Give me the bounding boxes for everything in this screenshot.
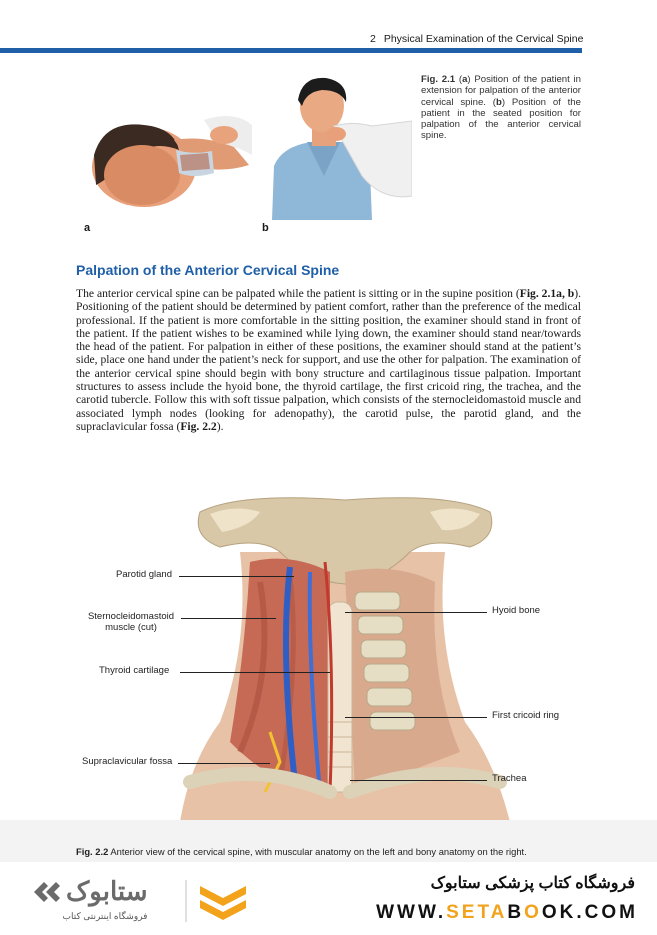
leader-line-parotid-gland: [179, 576, 294, 577]
label-trachea: Trachea: [492, 773, 527, 784]
body-paragraph: [76, 287, 581, 433]
url-part: B: [507, 902, 525, 923]
figure-reference: Fig. 2.2: [180, 419, 217, 433]
label-scm-line2: muscle (cut): [105, 622, 157, 633]
header-rule: [0, 48, 582, 53]
leader-line-hyoid-bone: [345, 612, 487, 613]
store-emblem-icon: [196, 880, 250, 924]
caption-text: Anterior view of the cervical spine, with muscular anatomy on the left and bony anatomy on the right.: [108, 846, 527, 857]
label-hyoid-bone: Hyoid bone: [492, 605, 541, 616]
paragraph-text: The anterior cervical spine can be palpated while the patient is sitting or in the supine position (: [76, 287, 520, 300]
caption-text: (: [455, 74, 463, 85]
label-first-cricoid-ring: First cricoid ring: [492, 710, 560, 721]
label-parotid-gland: Parotid gland: [116, 569, 172, 580]
caption-ref-b: b: [495, 96, 502, 108]
leader-line-trachea: [350, 780, 487, 781]
caption-ref-a: a: [462, 74, 468, 85]
store-logo-text: ستابوک: [66, 876, 148, 906]
section-heading: Palpation of the Anterior Cervical Spine: [76, 262, 340, 278]
label-thyroid-cartilage: Thyroid cartilage: [99, 665, 170, 676]
label-sternocleidomastoid: [83, 611, 179, 633]
caption-text: ) Position of the patient in the seated position for palpation of the anterior cervical spine.: [421, 96, 581, 142]
figure-2-1-caption-label: Fig. 2.1: [421, 74, 456, 85]
figure-2-1-caption: [421, 74, 581, 142]
figure-2-1b-label: b: [262, 222, 269, 234]
figure-2-1b-image: [262, 76, 412, 220]
leader-line-first-cricoid-ring: [345, 717, 487, 718]
figure-reference: Fig. 2.1a, b: [519, 287, 575, 300]
url-part: OK.COM: [541, 902, 638, 923]
figure-2-2-image: [180, 492, 510, 822]
figure-2-2-caption: [76, 846, 586, 857]
caption-text: ) Position of the patient in extension for palpation of the anterior cervical spine. (: [421, 74, 581, 108]
leader-line-sternocleidomastoid: [181, 618, 276, 619]
figure-2-1a-label: a: [84, 222, 91, 234]
leader-line-supraclavicular-fossa: [178, 763, 270, 764]
store-name: فروشگاه کتاب پزشکی ستابوک: [430, 875, 635, 892]
label-scm-line1: Sternocleidomastoid: [87, 611, 175, 622]
url-part-accent: O: [524, 902, 542, 923]
url-part-accent: SETA: [446, 902, 508, 923]
leader-line-thyroid-cartilage: [180, 672, 330, 673]
figure-2-1a-image: [84, 95, 254, 220]
store-logo-tagline: فروشگاه اینترنتی کتاب: [62, 911, 148, 921]
paragraph-text: ).: [216, 419, 224, 433]
store-logo: [30, 874, 190, 910]
store-url: [338, 902, 638, 924]
chapter-title: Physical Examination of the Cervical Spine: [383, 33, 584, 45]
figure-2-2-caption-label: Fig. 2.2: [76, 846, 109, 857]
running-header: [370, 33, 585, 45]
paragraph-text: ). Positioning of the patient should be determined by patient comfort, rather than the preference of the medical professional. If the patient is more comfortable in the sitting position, the examiner should stand in front of the patient. If the patient wishes to be examined while lying down, the examiner should stand near/towards the head of the patient. For palpation in either of these positions, the examiner should stand at the patient’s side, place one hand under the patient’s neck for support, and use the other for palpation. The examination of the anterior cervical spine should begin with bony structure and cartilaginous tissue palpation. Important structures to assess include the hyoid bone, the thyroid cartilage, the first cricoid ring, the trachea, and the carotid tubercle. Follow this with soft tissue palpation, which consists of the sternocleidomastoid muscle and associated lymph nodes (looking for adenopathy), the carotid pulse, the parotid gland, and the supraclavicular fossa (: [76, 287, 581, 433]
url-part: WWW.: [376, 902, 447, 923]
label-supraclavicular-fossa: Supraclavicular fossa: [82, 756, 173, 767]
chapter-number: 2: [370, 33, 376, 45]
logo-divider: [185, 880, 187, 922]
